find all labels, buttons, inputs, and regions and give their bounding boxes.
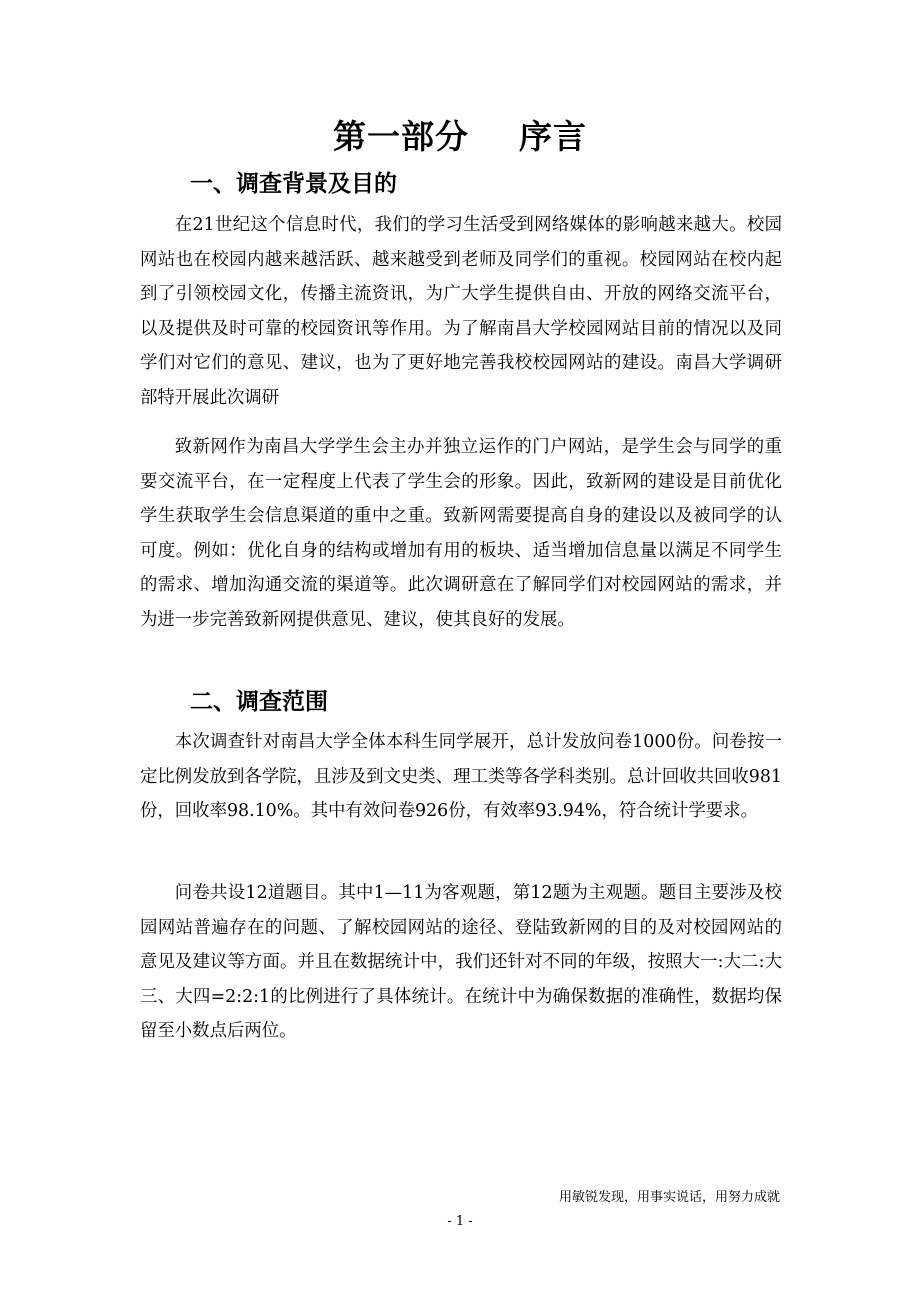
paragraph-scope-1: 本次调查针对南昌大学全体本科生同学展开，总计发放问卷1000份。问卷按一定比例发放到各学院，且涉及到文史类、理工类等各学科类别。总计回收共回收981份，回收率98.10%。其中有效问卷926份，有效率93.94%，符合统计学要求。 (140, 732, 782, 822)
footer-motto: 用敏锐发现，用事实说话，用努力成就 (558, 1190, 780, 1205)
part-title: 第一部分 序言 (333, 117, 587, 156)
paragraph-scope-2: 问卷共设12道题目。其中1—11为客观题，第12题为主观题。题目主要涉及校园网站普遍存在的问题、了解校园网站的途径、登陆致新网的目的及对校园网站的意见及建议等方面。并且在数据统计中，我们还针对不同的年级，按照大一:大二:大三、大四=2:2:1的比例进行了具体统计。在统计中为确保数据的准确性，数据均保留至小数点后两位。 (140, 883, 782, 1042)
paragraph-background-2: 致新网作为南昌大学学生会主办并独立运作的门户网站，是学生会与同学的重要交流平台，在一定程度上代表了学生会的形象。因此，致新网的建设是目前优化学生获取学生会信息渠道的重中之重。致新网需要提高自身的建设以及被同学的认可度。例如：优化自身的结构或增加有用的板块、适当增加信息量以满足不同学生的需求、增加沟通交流的渠道等。此次调研意在了解同学们对校园网站的需求，并为进一步完善致新网提供意见、建议，使其良好的发展。 (140, 437, 782, 630)
section-heading-scope: 二、调查范围 (190, 689, 328, 715)
paragraph-background-1: 在21世纪这个信息时代，我们的学习生活受到网络媒体的影响越来越大。校园网站也在校园内越来越活跃、越来越受到老师及同学们的重视。校园网站在校内起到了引领校园文化，传播主流资讯，为广大学生提供自由、开放的网络交流平台，以及提供及时可靠的校园资讯等作用。为了解南昌大学校园网站目前的情况以及同学们对它们的意见、建议，也为了更好地完善我校校园网站的建设。南昌大学调研部特开展此次调研 (140, 215, 782, 408)
section-heading-background: 一、调查背景及目的 (190, 171, 397, 197)
page-number: - 1 - (447, 1214, 473, 1229)
